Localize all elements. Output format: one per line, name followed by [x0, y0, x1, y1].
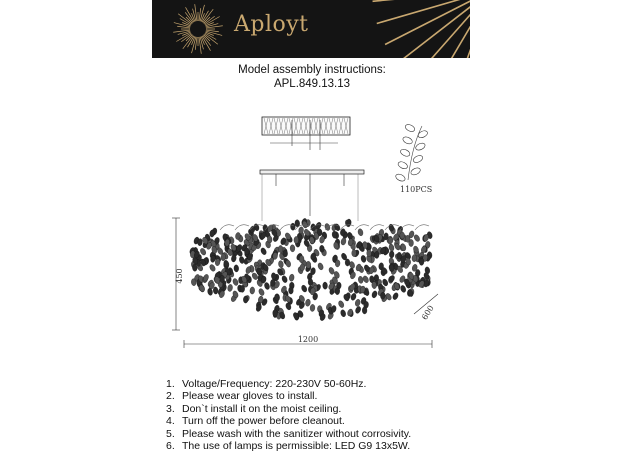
height-dimension — [172, 218, 184, 330]
width-value: 1200 — [297, 335, 319, 344]
depth-value: 600 — [420, 303, 436, 322]
list-item: 6. The use of lamps is permissible: LED G9 13x5W. — [166, 440, 411, 453]
brand-banner — [152, 0, 470, 58]
depth-dimension — [414, 294, 438, 322]
list-item: 3. Don`t install it on the moist ceiling. — [166, 402, 342, 415]
leaf-branch-detail — [395, 123, 429, 182]
brand-name: Aployt — [234, 12, 309, 37]
width-dimension — [184, 335, 432, 348]
model-number: APL.849.13.13 — [273, 78, 351, 90]
document-title: Model assembly instructions: — [238, 64, 386, 76]
chandelier-drawing — [160, 106, 460, 356]
height-value: 450 — [175, 268, 184, 284]
ceiling-canopy — [262, 117, 350, 150]
list-item: 4. Turn off the power before cleanout. — [166, 415, 345, 428]
leaf-cluster — [189, 218, 433, 322]
list-item: 5. Please wash with the sanitizer without corrosivity. — [166, 427, 412, 440]
sunburst-logo-icon — [152, 0, 470, 58]
mounting-bar — [260, 170, 364, 221]
list-item: 2. Please wear gloves to install. — [166, 390, 318, 403]
list-item: 1. Voltage/Frequency: 220-230V 50-60Hz. — [166, 378, 367, 390]
leaf-count-label: 110PCS — [400, 185, 433, 194]
instruction-list — [166, 378, 411, 452]
